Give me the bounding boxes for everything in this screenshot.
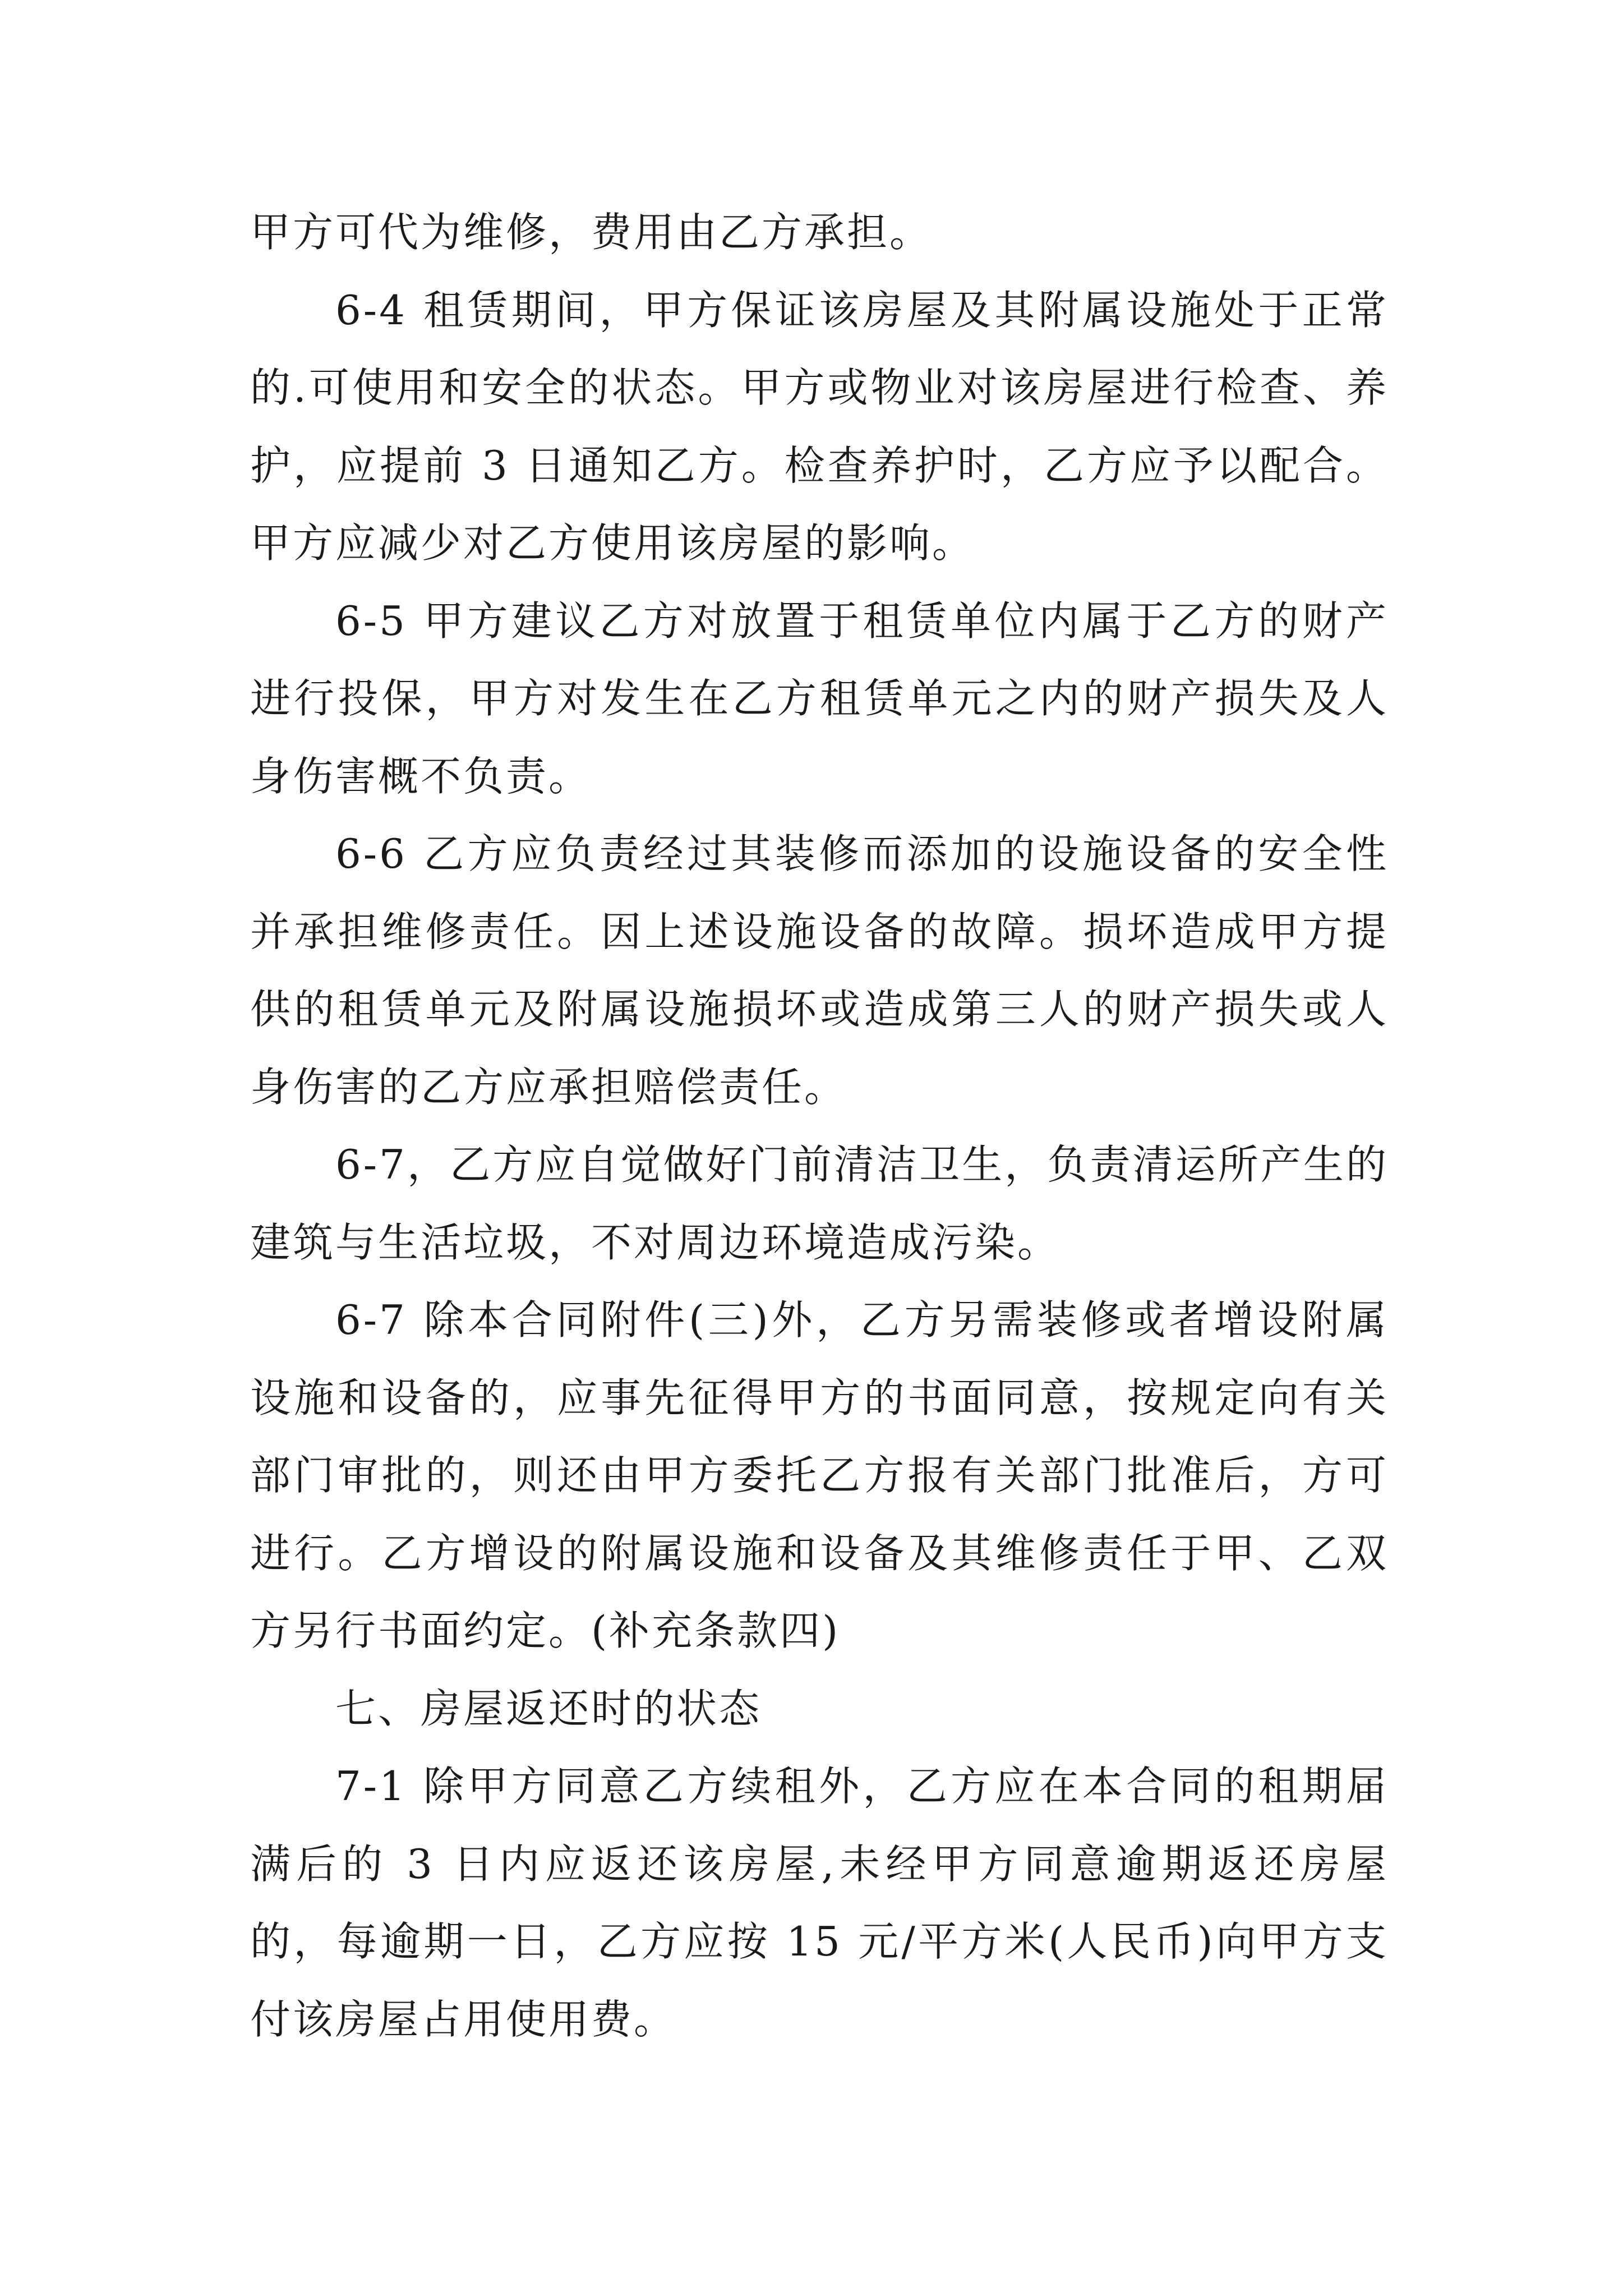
paragraph-clause-6-6: 6-6 乙方应负责经过其装修而添加的设施设备的安全性并承担维修责任。因上述设施设备的故障。损坏造成甲方提供的租赁单元及附属设施损坏或造成第三人的财产损失或人身伤害的乙方应承担赔偿责任。	[250, 830, 1389, 1111]
paragraph-clause-6-5: 6-5 甲方建议乙方对放置于租赁单位内属于乙方的财产进行投保，甲方对发生在乙方租赁单元之内的财产损失及人身伤害概不负责。	[250, 597, 1389, 800]
paragraph-continuation: 甲方可代为维修，费用由乙方承担。	[250, 209, 933, 256]
paragraph-clause-6-7-renovation: 6-7 除本合同附件(三)外，乙方另需装修或者增设附属设施和设备的，应事先征得甲方的书面同意，按规定向有关部门审批的，则还由甲方委托乙方报有关部门批准后，方可进行。乙方增设的附属设施和设备及其维修责任于甲、乙双方另行书面约定。(补充条款四)	[250, 1296, 1389, 1654]
paragraph-clause-7-1: 7-1 除甲方同意乙方续租外，乙方应在本合同的租期届满后的 3 日内应返还该房屋,未经甲方同意逾期返还房屋的，每逾期一日，乙方应按 15 元/平方米(人民币)向甲方支付该房屋占用使用费。	[250, 1763, 1389, 2043]
document-body	[250, 194, 1389, 2058]
paragraph-clause-6-4: 6-4 租赁期间，甲方保证该房屋及其附属设施处于正常的.可使用和安全的状态。甲方或物业对该房屋进行检查、养护，应提前 3 日通知乙方。检查养护时，乙方应予以配合。甲方应减少对乙方使用该房屋的影响。	[250, 286, 1389, 567]
paragraph-clause-6-7-cleaning: 6-7，乙方应自觉做好门前清洁卫生，负责清运所产生的建筑与生活垃圾，不对周边环境造成污染。	[250, 1141, 1389, 1266]
section-heading-7: 七、房屋返还时的状态	[335, 1685, 762, 1732]
